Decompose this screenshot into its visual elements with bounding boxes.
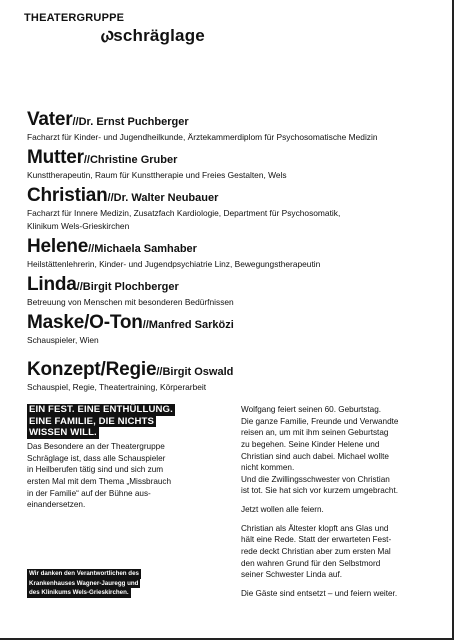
- role-description: Schauspiel, Regie, Theatertraining, Körperarbeit: [27, 382, 207, 393]
- intro-line: in Heilberufen tätig sind und sich zum: [27, 465, 164, 475]
- actor-name: //Birgit Plochberger: [76, 280, 179, 293]
- story-paragraph: [241, 588, 441, 600]
- story-line: zu begehen. Seine Kinder Helene und: [241, 439, 380, 449]
- role-description: Betreuung von Menschen mit besonderen Bedürfnissen: [27, 296, 234, 307]
- cast-entry: [27, 237, 437, 270]
- cast-heading: [27, 313, 437, 332]
- story-column: [241, 404, 441, 607]
- story-paragraph: [241, 523, 441, 581]
- logo-line-1: THEATERGRUPPE: [24, 12, 125, 24]
- cast-heading: [27, 360, 437, 379]
- cast-entry: [27, 148, 437, 181]
- actor-name: //Birgit Oswald: [156, 366, 234, 379]
- role-description: Facharzt für Kinder- und Jugendheilkunde, Ärztekammerdiplom für Psychosomatische Medizin: [27, 132, 378, 142]
- actor-name: //Michaela Samhaber: [88, 242, 197, 255]
- logo-line-2: schräglage: [113, 26, 205, 45]
- cast-entry: [27, 110, 437, 143]
- thanks-line: Krankenhauses Wagner-Jauregg und: [29, 579, 139, 587]
- role-description: Heilstättenlehrerin, Kinder- und Jugendpsychiatrie Linz, Bewegungstherapeutin: [27, 258, 321, 269]
- story-line: Und die Zwillingsschwester von Christian: [241, 474, 390, 484]
- story-line: Christian als Ältester klopft ans Glas und: [241, 523, 389, 533]
- story-line: Die ganze Familie, Freunde und Verwandte: [241, 416, 399, 426]
- cast-heading: [27, 275, 437, 294]
- story-line: reisen an, um mit ihm seinen Geburtstag: [241, 428, 389, 438]
- story-line: ist tot. Sie hat sich vor kurzem umgebracht.: [241, 486, 398, 496]
- role-description: Facharzt für Innere Medizin, Zusatzfach Kardiologie, Department für Psychosomatik,: [27, 208, 341, 219]
- cast-entry: [27, 186, 437, 231]
- headline-line: WISSEN WILL.: [29, 427, 97, 439]
- cast-entry: [27, 313, 437, 346]
- story-line: Wolfgang feiert seinen 60. Geburtstag.: [241, 405, 382, 414]
- intro-line: ersten Mal mit dem Thema „Missbrauch: [27, 477, 172, 487]
- headline-line: EIN FEST. EINE ENTHÜLLUNG.: [29, 404, 173, 415]
- role-description: Klinikum Wels-Grieskirchen: [27, 220, 130, 231]
- headline: [27, 404, 207, 439]
- story-paragraph: [241, 404, 441, 497]
- intro-line: einandersetzen.: [27, 500, 86, 510]
- role-name: Linda: [27, 273, 77, 295]
- story-line: nicht kommen.: [241, 463, 295, 473]
- cast-heading: [27, 237, 437, 256]
- cast-heading: [27, 148, 437, 167]
- role-description: Kunsttherapeutin, Raum für Kunsttherapie und Freies Gestalten, Wels: [27, 170, 287, 181]
- role-name: Konzept/Regie: [27, 359, 157, 381]
- story-line: den wahren Grund für den Selbstmord: [241, 558, 381, 568]
- headline-line: EINE FAMILIE, DIE NICHTS: [29, 415, 154, 427]
- cast-heading: [27, 110, 437, 129]
- story-line: seiner Schwester Linda auf.: [241, 570, 343, 580]
- story-line: rede deckt Christian aber zum ersten Mal: [241, 547, 391, 557]
- logo-wordmark: [96, 23, 205, 48]
- thanks-line: Wir danken den Verantwortlichen des: [29, 570, 139, 577]
- logo-mark: ω: [96, 23, 118, 48]
- story-line: Jetzt wollen alle feiern.: [241, 505, 324, 515]
- cast-list: [27, 110, 437, 399]
- thanks-line: des Klinikums Wels-Grieskirchen.: [29, 589, 129, 597]
- cast-entry: [27, 360, 437, 393]
- intro-line: in der Familie“ auf der Bühne aus-: [27, 488, 151, 498]
- story-line: Christian sind auch dabei. Michael wollte: [241, 451, 389, 461]
- cast-heading: [27, 186, 437, 205]
- role-name: Mutter: [27, 147, 84, 169]
- actor-name: //Christine Gruber: [83, 154, 178, 167]
- role-name: Vater: [27, 109, 73, 130]
- role-description: Schauspieler, Wien: [27, 335, 99, 346]
- thanks-note: [27, 569, 141, 598]
- actor-name: //Dr. Ernst Puchberger: [72, 116, 189, 128]
- role-name: Christian: [27, 185, 108, 207]
- intro-text: [27, 441, 207, 511]
- role-name: Maske/O-Ton: [27, 312, 143, 334]
- intro-column: [27, 404, 207, 511]
- story-paragraph: [241, 504, 441, 516]
- cast-entry: [27, 275, 437, 308]
- intro-line: Das Besondere an der Theatergruppe: [27, 442, 165, 452]
- actor-name: //Dr. Walter Neubauer: [107, 192, 219, 205]
- intro-line: Schräglage ist, dass alle Schauspieler: [27, 453, 166, 463]
- theatergruppe-logo: [24, 12, 205, 48]
- actor-name: //Manfred Sarközi: [142, 319, 234, 332]
- story-line: hält eine Rede. Statt der erwarteten Fest-: [241, 535, 392, 545]
- story-line: Die Gäste sind entsetzt – und feiern weiter.: [241, 588, 398, 598]
- role-name: Helene: [27, 235, 89, 257]
